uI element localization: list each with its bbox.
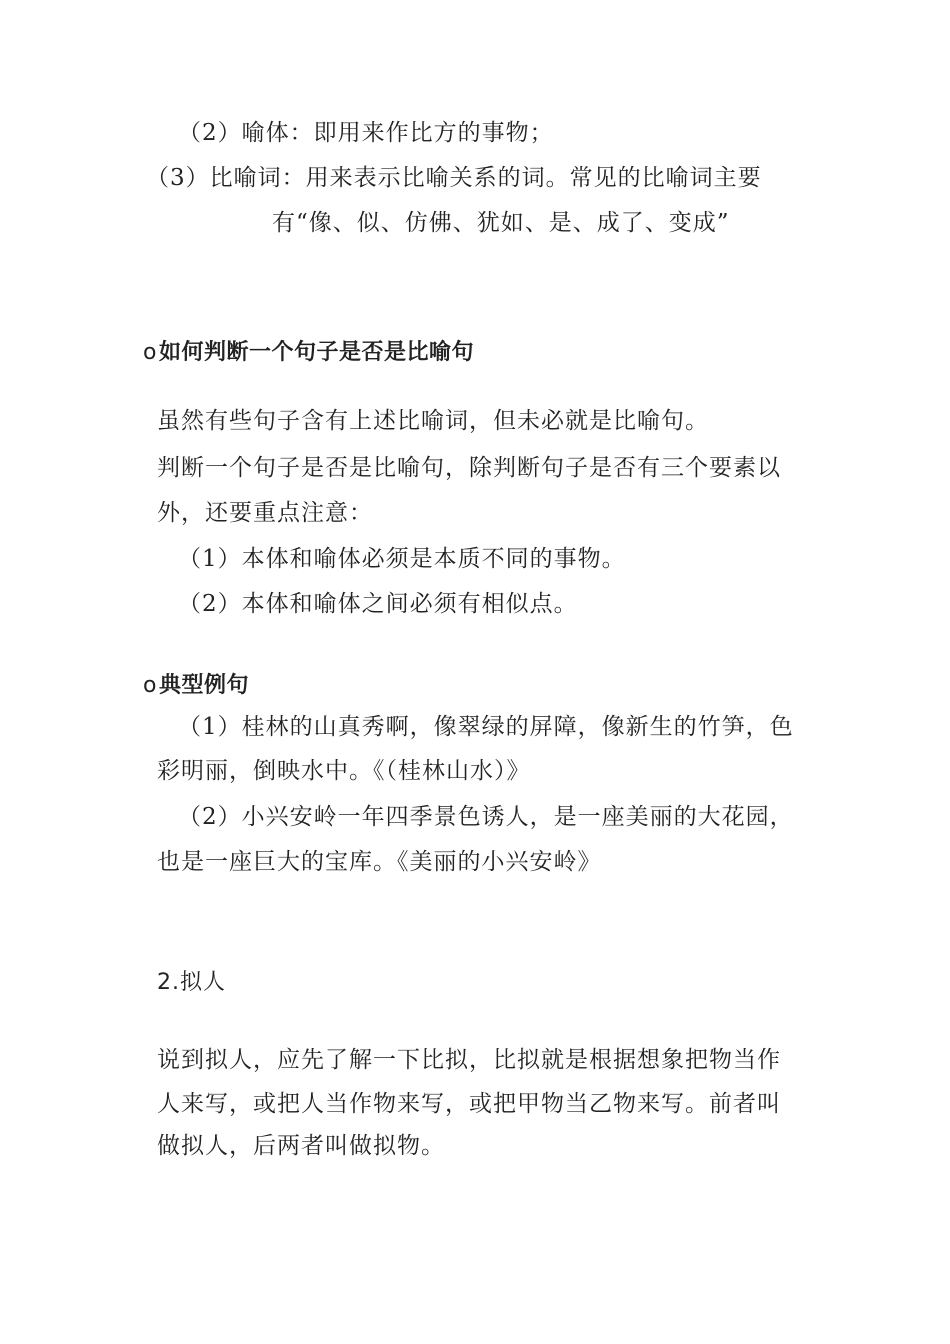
paragraph-line: 虽然有些句子含有上述比喻词，但未必就是比喻句。 xyxy=(157,408,709,434)
example-line: （2）小兴安岭一年四季景色诱人，是一座美丽的大花园， xyxy=(178,804,794,830)
paragraph-line: 说到拟人，应先了解一下比拟，比拟就是根据想象把物当作 xyxy=(157,1047,781,1073)
list-item-metaphor-word: （3）比喻词：用来表示比喻关系的词。常见的比喻词主要 xyxy=(146,165,762,191)
example-line: 也是一座巨大的宝库。《美丽的小兴安岭》 xyxy=(157,849,602,875)
section-heading-personification xyxy=(157,968,226,998)
list-item: （1）本体和喻体必须是本质不同的事物。 xyxy=(178,546,626,572)
section-title: 拟人 xyxy=(180,970,227,995)
list-item-metaphor-word-continued: 有“像、似、仿佛、犹如、是、成了、变成” xyxy=(272,210,730,236)
section-heading-judge xyxy=(143,338,474,368)
paragraph-line: 人来写，或把人当作物来写，或把甲物当乙物来写。前者叫 xyxy=(157,1091,781,1117)
list-item-vehicle: （2）喻体：即用来作比方的事物； xyxy=(178,120,554,146)
bullet-marker: o xyxy=(143,340,157,365)
paragraph-line: 做拟人，后两者叫做拟物。 xyxy=(157,1133,445,1159)
section-heading-examples xyxy=(143,671,249,701)
section-title: 如何判断一个句子是否是比喻句 xyxy=(158,340,474,365)
section-title: 典型例句 xyxy=(158,673,249,698)
section-number: 2. xyxy=(157,970,180,995)
paragraph-line: 外，还要重点注意： xyxy=(157,500,373,526)
example-line: 彩明丽，倒映水中。《（桂林山水）》 xyxy=(157,758,531,784)
list-item: （2）本体和喻体之间必须有相似点。 xyxy=(178,591,578,617)
paragraph-line: 判断一个句子是否是比喻句，除判断句子是否有三个要素以 xyxy=(157,455,781,481)
bullet-marker: o xyxy=(143,673,157,698)
example-line: （1）桂林的山真秀啊，像翠绿的屏障，像新生的竹笋，色 xyxy=(178,714,794,740)
